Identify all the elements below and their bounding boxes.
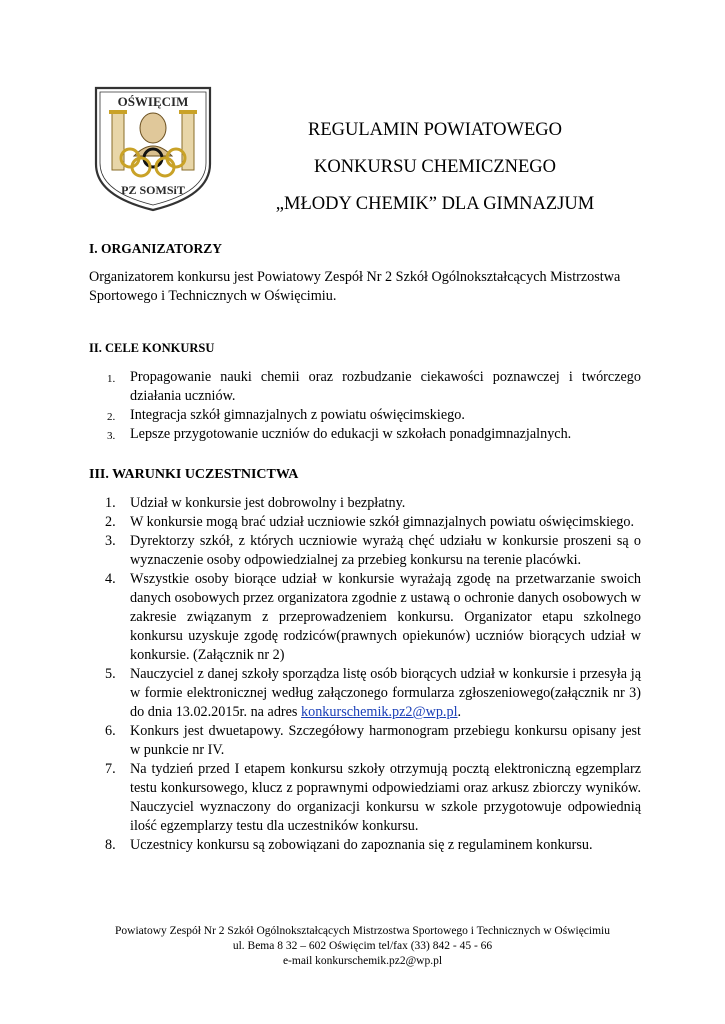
list-item: 5. Nauczyciel z danej szkoły sporządza listę osób biorących udział w konkursie i przesyła ją w formie elektronicznej według załączonego formularza zgłoszeniowego(załącznik nr 3) do dnia 13.02.2015r. na adres konkurschemik.pz2@wp.pl. (105, 666, 641, 720)
email-link[interactable]: konkurschemik.pz2@wp.pl (301, 704, 458, 720)
school-logo (92, 84, 214, 214)
title-line-3: „MŁODY CHEMIK” DLA GIMNAZJUM (275, 194, 595, 214)
section-1-text: Organizatorem konkursu jest Powiatowy Zespół Nr 2 Szkół Ogólnokształcących Mistrzostwa Sportowego i Technicznych w Oświęcimiu. (89, 269, 621, 304)
title-line-1: REGULAMIN POWIATOWEGO (307, 120, 562, 140)
document-title (250, 112, 620, 223)
section-1-heading: I. ORGANIZATORZY (89, 241, 223, 256)
list-item: 2. Integracja szkół gimnazjalnych z powiatu oświęcimskiego. (107, 407, 465, 423)
list-item: 3. Lepsze przygotowanie uczniów do edukacji w szkołach ponadgimnazjalnych. (107, 426, 572, 442)
goals-list (89, 368, 641, 444)
logo-top-text: OŚWIĘCIM (117, 94, 189, 109)
section-3-heading: III. WARUNKI UCZESTNICTWA (89, 467, 299, 482)
title-line-2: KONKURSU CHEMICZNEGO (313, 157, 557, 177)
list-item: 8. Uczestnicy konkursu są zobowiązani do zapoznania się z regulaminem konkursu. (105, 837, 593, 853)
list-item: 1. Udział w konkursie jest dobrowolny i bezpłatny. (105, 495, 406, 511)
list-item: 1. Propagowanie nauki chemii oraz rozbudzanie ciekawości poznawczej i twórczego działania uczniów. (107, 369, 641, 404)
list-item: 2. W konkursie mogą brać udział uczniowie szkół gimnazjalnych powiatu oświęcimskiego. (105, 514, 635, 530)
footer-line-2: ul. Bema 8 32 – 602 Oświęcim tel/fax (33) 842 - 45 - 66 (232, 940, 493, 952)
conditions-list (89, 494, 641, 855)
footer-line-1: Powiatowy Zespół Nr 2 Szkół Ogólnokształcących Mistrzostwa Sportowego i Technicznych w Oświęcimiu (115, 925, 610, 937)
footer-line-3: e-mail konkurschemik.pz2@wp.pl (282, 955, 443, 967)
list-item: 4. Wszystkie osoby biorące udział w konkursie wyrażają zgodę na przetwarzanie swoich danych osobowych przez organizatora zgodnie z ustawą o ochronie danych osobowych w zakresie związanym z przeprowadzeniem konkursu. Organizator etapu szkolnego konkursu uzyskuje zgodę rodziców(prawnych opiekunów) uczniów biorących udział w konkursie. (Załącznik nr 2) (105, 571, 641, 663)
page-footer (60, 924, 665, 969)
crest-icon (92, 84, 214, 214)
section-2-heading: II. CELE KONKURSU (89, 341, 215, 355)
list-item: 7. Na tydzień przed I etapem konkursu szkoły otrzymują pocztą elektroniczną egzemplarz testu konkursowego, klucz z poprawnymi odpowiedziami oraz arkusz zbiorczy wyników. Nauczyciel wyznaczony do organizacji konkursu w szkole przygotowuje odpowiednią ilość egzemplarzy testu dla uczestników konkursu. (105, 761, 641, 834)
list-item: 6. Konkurs jest dwuetapowy. Szczegółowy harmonogram przebiegu konkursu opisany jest w punkcie nr IV. (105, 723, 641, 758)
logo-bottom-text: PZ SOMSiT (121, 183, 185, 197)
list-item: 3. Dyrektorzy szkół, z których uczniowie wyrażą chęć udziału w konkursie proszeni są o wyznaczenie osoby odpowiedzialnej za przebieg konkursu na terenie placówki. (105, 533, 641, 568)
